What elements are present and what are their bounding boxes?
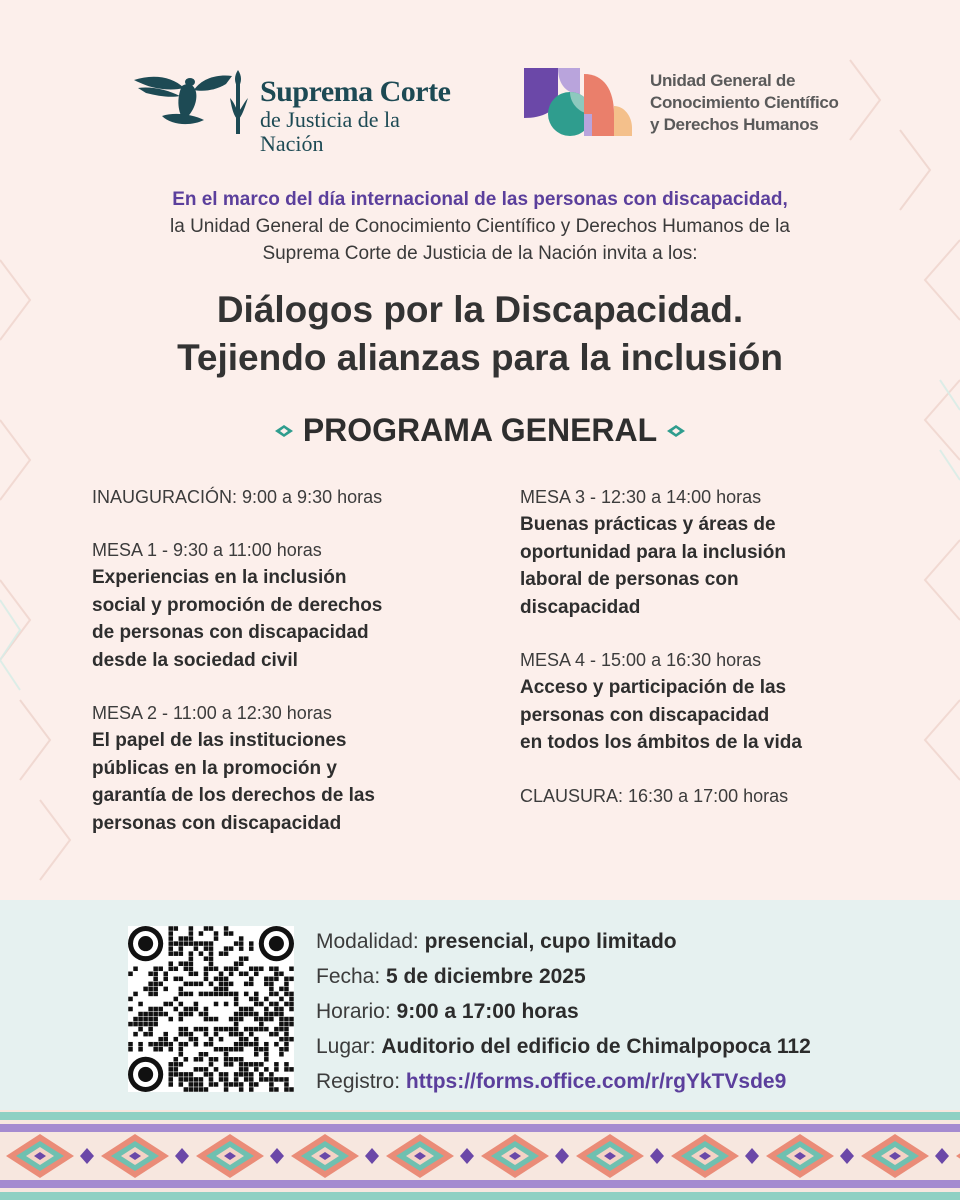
detail-label: Registro: — [316, 1070, 401, 1093]
ugc-name-line3: y Derechos Humanos — [650, 115, 819, 134]
detail-value: Auditorio del edificio de Chimalpopoca 112 — [381, 1035, 811, 1058]
detail-label: Modalidad: — [316, 930, 419, 953]
scjn-logo — [132, 66, 462, 156]
program-left-column — [92, 484, 482, 863]
detail-value: 5 de diciembre 2025 — [386, 965, 586, 988]
ugc-logo — [522, 66, 842, 138]
program-item — [520, 484, 910, 621]
program-item-topic-line: de personas con discapacidad — [92, 622, 369, 643]
detail-label: Horario: — [316, 1000, 391, 1023]
program-item-topic-line: personas con discapacidad — [520, 704, 770, 726]
detail-modalidad — [316, 924, 811, 959]
program-item-topic-line: desde la sociedad civil — [92, 649, 298, 671]
intro-text — [60, 186, 900, 267]
program-item-topic-line: en todos los ámbitos de la vida — [520, 732, 802, 753]
ugc-name-line2: Conocimiento Científico — [650, 93, 839, 112]
program-item-topic-line: discapacidad — [520, 596, 641, 618]
event-title-line1: Diálogos por la Discapacidad. — [216, 289, 744, 330]
ugc-name-line1: Unidad General de — [650, 71, 796, 90]
detail-value: 9:00 a 17:00 horas — [396, 1000, 579, 1023]
detail-registro — [316, 1064, 811, 1099]
info-band — [0, 900, 960, 1110]
diamond-ornament-icon — [275, 425, 293, 437]
program-item-topic-line: Buenas prácticas y áreas de — [520, 514, 776, 535]
detail-value: presencial, cupo limitado — [424, 930, 677, 953]
program-item — [520, 783, 910, 810]
program-item — [92, 700, 482, 837]
program-item-time: MESA 1 - 9:30 a 11:00 horas — [92, 540, 322, 560]
intro-body-line1: la Unidad General de Conocimiento Científico y Derechos Humanos de la — [170, 216, 790, 237]
detail-label: Lugar: — [316, 1035, 376, 1058]
event-details — [316, 924, 811, 1099]
scjn-name-line2: de Justicia de la Nación — [260, 107, 400, 156]
intro-lead: En el marco del día internacional de las personas con discapacidad, — [172, 189, 788, 210]
program-item-time: MESA 2 - 11:00 a 12:30 horas — [92, 703, 332, 723]
program-item-topic-line: Acceso y participación de las — [520, 677, 787, 698]
scjn-name-line1: Suprema Corte — [260, 75, 451, 108]
event-title — [40, 286, 920, 382]
program-item — [92, 484, 482, 511]
detail-lugar — [316, 1029, 811, 1064]
program-item-topic-line: oportunidad para la inclusión — [520, 541, 787, 563]
program-item-topic-line: personas con discapacidad — [92, 812, 342, 834]
eagle-emblem-icon — [132, 68, 250, 134]
detail-label: Fecha: — [316, 965, 381, 988]
program-item-topic-line: laboral de personas con — [520, 569, 739, 590]
program-heading-text: PROGRAMA GENERAL — [302, 412, 658, 448]
program-item-topic-line: garantía de los derechos de las — [92, 785, 375, 806]
header — [0, 62, 960, 156]
event-title-line2: Tejiendo alianzas para la inclusión — [177, 337, 783, 378]
program-item-topic-line: El papel de las instituciones — [92, 730, 347, 751]
program-heading — [0, 412, 960, 454]
detail-fecha — [316, 959, 811, 994]
scjn-name — [260, 76, 462, 156]
program-item-time: INAUGURACIÓN: 9:00 a 9:30 horas — [92, 487, 383, 507]
diamond-ornament-icon — [667, 425, 685, 437]
program-item-topic-line: públicas en la promoción y — [92, 757, 337, 779]
program-right-column — [520, 484, 910, 836]
program-item-topic-line: Experiencias en la inclusión — [92, 567, 347, 588]
qr-code-icon[interactable] — [128, 926, 294, 1092]
program-item — [520, 647, 910, 757]
program-item — [92, 537, 482, 674]
program-item-time: MESA 4 - 15:00 a 16:30 horas — [520, 650, 762, 670]
intro-body-line2: Suprema Corte de Justicia de la Nación invita a los: — [262, 243, 698, 264]
registration-link[interactable]: https://forms.office.com/r/rgYkTVsde9 — [405, 1070, 787, 1093]
program-item-time: CLAUSURA: 16:30 a 17:00 horas — [520, 785, 789, 806]
detail-horario — [316, 994, 811, 1029]
decorative-border — [0, 1110, 960, 1200]
ugc-shapes-icon — [522, 66, 634, 136]
ugc-name — [650, 70, 839, 136]
program-item-topic-line: social y promoción de derechos — [92, 594, 383, 616]
program-item-time: MESA 3 - 12:30 a 14:00 horas — [520, 487, 762, 507]
